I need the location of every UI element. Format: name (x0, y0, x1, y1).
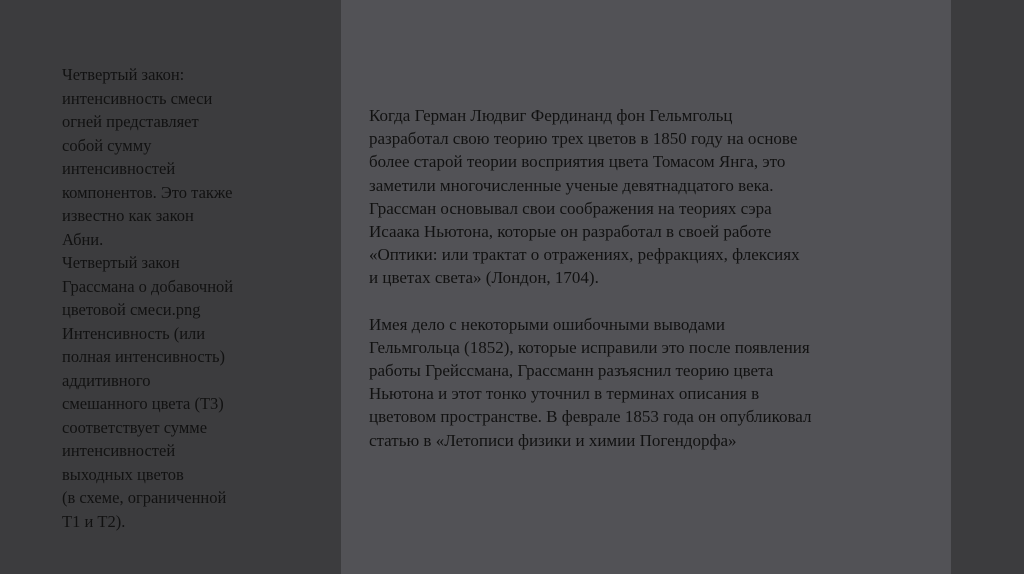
right-panel (951, 0, 1024, 574)
left-caption: Четвертый закон: интенсивность смеси огней представляет собой сумму интенсивностей компонентов. Это также известно как закон Абни. Четвертый закон Грассмана о добавочной цветовой смеси.png Интенсивность (или полная интенсивность) аддитивного смешанного цвета (Т3) соответствует сумме интенсивностей выходных цветов (в схеме, ограниченной Т1 и Т2). (62, 65, 234, 531)
main-text-block (369, 104, 944, 475)
paragraph-helmholtz: Когда Герман Людвиг Фердинанд фон Гельмгольц разработал свою теорию трех цветов в 1850 году на основе более старой теории восприятия цвета Томасом Янга, это заметили многочисленные ученые девятнадцатого века. Грассман основывал свои соображения на теориях сэра Исаака Ньютона, которые он разработал в своей работе «Оптики: или трактат о отражениях, рефракциях, флексиях и цветах света» (Лондон, 1704). (369, 106, 800, 288)
paragraph-grassmann: Имея дело с некоторыми ошибочными выводами Гельмгольца (1852), которые исправили это после появления работы Грейссмана, Грассманн разъяснил теорию цвета Ньютона и этот тонко уточнил в терминах описания в цветовом пространстве. В феврале 1853 года он опубликовал статью в «Летописи физики и химии Погендорфа» (369, 314, 812, 450)
left-panel (0, 0, 341, 574)
